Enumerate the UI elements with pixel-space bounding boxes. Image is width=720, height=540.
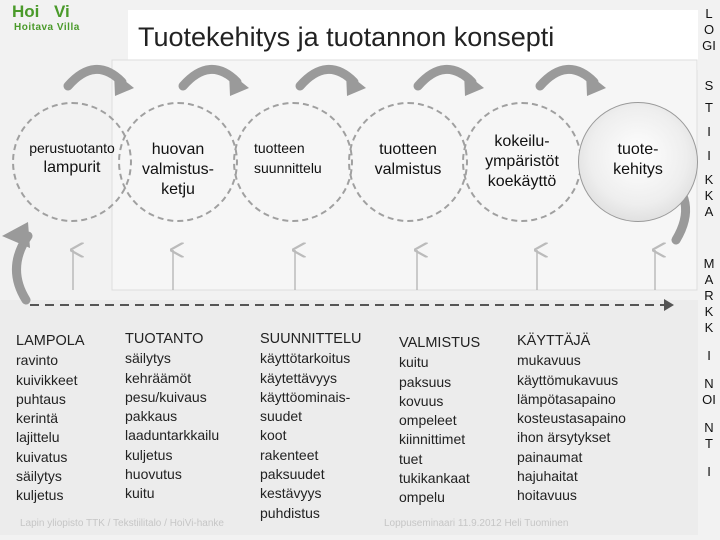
circle-label-tuotekehitys <box>583 140 693 180</box>
side-letter: GI <box>702 38 716 53</box>
circle-label-line: tuotteen <box>254 140 305 156</box>
footer-left: Lapin yliopisto TTK / Tekstiilitalo / HoiVi-hanke <box>20 518 224 529</box>
column-item: lämpötasapaino <box>517 390 616 407</box>
column-item: säilytys <box>16 468 62 485</box>
column-item: rakenteet <box>260 446 319 463</box>
column-heading: SUUNNITTELU <box>260 331 362 347</box>
circle-label-line: kokeilu- <box>494 133 550 150</box>
side-letter: S <box>704 78 714 93</box>
column-heading: TUOTANTO <box>125 331 204 347</box>
side-letter: R <box>704 288 714 303</box>
circle-label-huovan-valmistusketju <box>123 140 233 200</box>
column-item: kovuus <box>399 392 444 409</box>
column-valmistus <box>399 334 480 508</box>
column-item: paksuudet <box>260 466 325 483</box>
side-letter: I <box>707 124 711 139</box>
side-letter: A <box>704 272 714 287</box>
column-item: kuivatus <box>16 448 68 465</box>
logo-word-vi: Vi <box>54 2 70 21</box>
column-item: ompeleet <box>399 412 457 429</box>
column-item: mukavuus <box>517 352 581 369</box>
side-letter: T <box>705 436 713 451</box>
column-tuotanto <box>125 330 219 504</box>
side-letter: OI <box>702 392 716 407</box>
circle-label-line: ketju <box>161 181 195 198</box>
column-item: kosteustasapaino <box>517 410 626 427</box>
column-item: pakkaus <box>125 408 178 425</box>
circle-label-line: valmistus- <box>141 161 214 178</box>
circle-label-line: koekäyttö <box>487 173 557 190</box>
side-letter: K <box>704 320 714 335</box>
column-item: paksuus <box>399 373 452 390</box>
column-item: käyttömukavuus <box>517 371 619 388</box>
logo-word-hoi: Hoi <box>12 2 40 21</box>
logo-tagline: Hoitava Villa <box>14 22 80 33</box>
page-title: Tuotekehitys ja tuotannon konsepti <box>138 22 555 52</box>
column-item: puhtaus <box>16 390 66 407</box>
circle-label-tuotteen-suunnittelu <box>238 138 348 178</box>
column-item: kerintä <box>16 410 59 427</box>
column-item: hajuhaitat <box>517 468 578 485</box>
column-item: kiinnittimet <box>399 431 466 448</box>
column-item: käytettävyys <box>260 369 338 386</box>
side-text-logistiikka <box>698 6 720 220</box>
column-item: pesu/kuivaus <box>125 388 207 405</box>
column-item: ompelu <box>399 489 445 506</box>
side-letter: A <box>704 204 714 219</box>
column-item: hoitavuus <box>517 487 577 504</box>
column-item: tukikankaat <box>399 470 470 487</box>
side-letter: K <box>704 172 714 187</box>
column-heading: KÄYTTÄJÄ <box>517 333 591 349</box>
column-item: suudet <box>260 408 303 425</box>
column-item: käyttötarkoitus <box>260 350 351 367</box>
circle-label-line: kehitys <box>613 161 663 178</box>
column-item: kuljetus <box>125 446 173 463</box>
circle-label-tuotteen-valmistus <box>353 140 463 180</box>
side-letter: I <box>707 464 711 479</box>
side-letter: N <box>704 420 714 435</box>
circle-label-line: tuotteen <box>379 141 437 158</box>
column-kayttaja <box>517 332 626 506</box>
column-item: laaduntarkkailu <box>125 427 220 444</box>
side-letter: T <box>705 100 713 115</box>
column-item: huovutus <box>125 466 182 483</box>
column-item: ravinto <box>16 352 59 369</box>
column-heading: VALMISTUS <box>399 335 481 351</box>
column-suunnittelu <box>260 330 362 523</box>
circle-label-line: huovan <box>151 141 205 158</box>
column-item: tuet <box>399 450 423 467</box>
circle-label-perustuotanto <box>17 138 127 178</box>
footer-right: Loppuseminaari 11.9.2012 Heli Tuominen <box>384 518 569 529</box>
column-item: säilytys <box>125 350 171 367</box>
column-item: lajittelu <box>16 429 60 446</box>
side-letter: L <box>705 6 713 21</box>
circle-label-line: tuote- <box>617 141 659 158</box>
column-item: koot <box>260 427 287 444</box>
left-loop-arrowhead <box>2 222 30 248</box>
circle-label-line: suunnittelu <box>254 160 322 176</box>
circle-label-line: ympäristöt <box>485 153 559 170</box>
column-item: kuivikkeet <box>16 371 78 388</box>
column-item: kestävyys <box>260 485 322 502</box>
column-item: ihon ärsytykset <box>517 429 611 446</box>
column-item: käyttöominais- <box>260 388 351 405</box>
column-item: kuitu <box>125 485 155 502</box>
side-letter: I <box>707 348 711 363</box>
side-letter: O <box>703 22 715 37</box>
side-text-markkinointi <box>698 256 720 480</box>
column-heading: LAMPOLA <box>16 333 85 349</box>
column-lampola <box>16 332 85 506</box>
column-item: kuitu <box>399 354 429 371</box>
hoivi-logo <box>10 2 100 36</box>
side-letter: K <box>704 188 714 203</box>
circle-label-line: perustuotanto <box>29 140 115 156</box>
side-letter: I <box>707 148 711 163</box>
column-item: kuljetus <box>16 487 64 504</box>
side-letter: K <box>704 304 714 319</box>
side-letter: N <box>704 376 714 391</box>
circle-label-line: lampurit <box>43 159 101 176</box>
circle-label-line: valmistus <box>374 161 442 178</box>
column-item: painaumat <box>517 448 583 465</box>
column-item: kehräämöt <box>125 369 192 386</box>
column-item: puhdistus <box>260 504 320 521</box>
circle-label-kokeiluymparistot <box>467 132 577 192</box>
side-letter: M <box>703 256 715 271</box>
